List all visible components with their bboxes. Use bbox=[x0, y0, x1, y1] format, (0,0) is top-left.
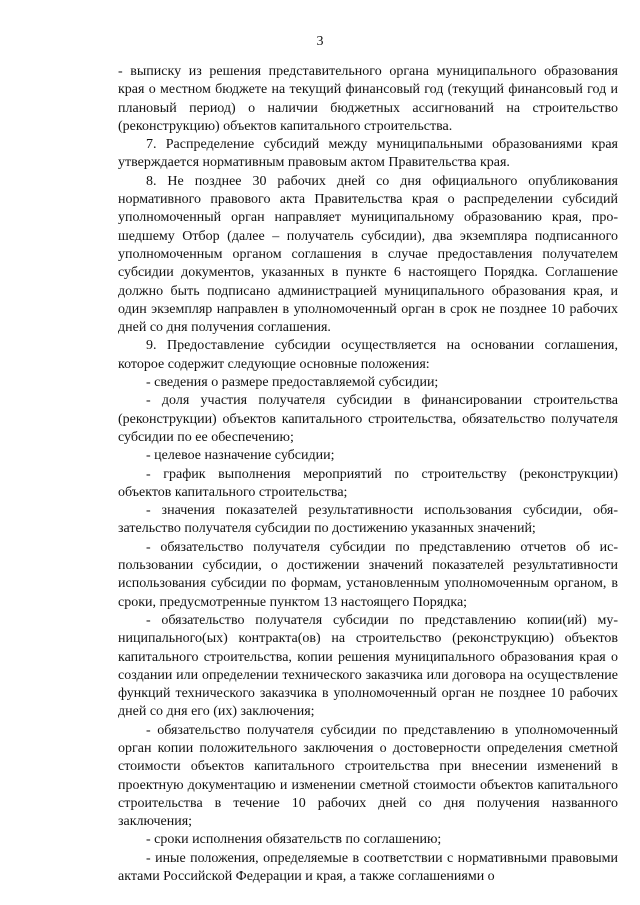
list-item-expertise-conclusion: - обязательство получателя субсидии по представлению в уполномоченный орган копии положительного заключения о достоверности определения сметной стоимости объектов капитального строительства при внесении изменений в проектную документацию и изменении сметной стоимости объектов капитального строительства в течение 10 рабочих дней со дня получения названного заключения; bbox=[118, 722, 618, 830]
list-item-contract-copies: - обязательство получателя субсидии по представлению копии(ий) муниципального(ых) контракта(ов) на строительство (реконструкцию) объектов капитального строительства, копии решения муниципального образования края о создании или определении технического заказчика или договора на осуществление функций технического заказчика в уполномоченный орган не позднее 10 рабочих дней со дня его (их) заключения; bbox=[118, 612, 618, 720]
paragraph-extract-budget: - выписку из решения представительного органа муниципального образования края о местном бюджете на текущий финансовый год (текущий финансовый год и плановый период) о наличии бюджетных ассигнований на строительство (реконструкцию) объектов капитального строительства. bbox=[118, 64, 618, 134]
list-item-target-purpose: - целевое назначение субсидии; bbox=[146, 448, 335, 464]
list-item-cofinancing-share: - доля участия получателя субсидии в финансировании строительства (реконструкции) объектов капитального строительства, обязательство получателя субсидии по ее обеспечению; bbox=[118, 393, 618, 445]
list-item-performance-indicators: - значения показателей результативности использования субсидии, обязательство получателя субсидии по достижению указанных значений; bbox=[118, 503, 618, 537]
paragraph-8-agreement-deadline: 8. Не позднее 30 рабочих дней со дня официального опубликования нормативного правового акта Правительства края о распределении субсидий уполномоченный орган направляет муниципальному образованию края, прошедшему Отбор (далее – получатель субсидии), два экземпляра подписанного уполномоченным органом соглашения в случае предоставления получателем субсидии документов, указанных в пункте 6 настоящего Порядка. Соглашение должно быть подписано администрацией муниципального образования края, и один экземпляр направлен в уполномоченный орган в срок не позднее 10 рабочих дней со дня получения соглашения. bbox=[118, 173, 618, 336]
document-body bbox=[118, 63, 618, 886]
list-item-construction-schedule: - график выполнения мероприятий по строительству (реконструкции) объектов капитального строительства; bbox=[118, 466, 618, 500]
paragraph-7-subsidy-distribution: 7. Распределение субсидий между муниципальными образованиями края утверждается нормативным правовым актом Правительства края. bbox=[118, 137, 618, 171]
list-item-other-provisions: - иные положения, определяемые в соответствии с нормативными правовыми актами Российской Федерации и края, а также соглашениями о bbox=[118, 850, 618, 885]
list-item-subsidy-amount: - сведения о размере предоставляемой субсидии; bbox=[146, 375, 439, 391]
list-item-reporting-obligation: - обязательство получателя субсидии по представлению отчетов об использовании субсидии, о достижении значений показателей результативности использования субсидии по формам, установленным уполномоченным органом, в сроки, предусмотренные пунктом 13 настоящего Порядка; bbox=[118, 539, 618, 610]
page-number: 3 bbox=[316, 34, 324, 49]
paragraph-9-agreement-provisions: 9. Предоставление субсидии осуществляется на основании соглашения, которое содержит следующие основные положения: bbox=[118, 338, 618, 372]
list-item-obligation-deadlines: - сроки исполнения обязательств по соглашению; bbox=[146, 832, 442, 848]
